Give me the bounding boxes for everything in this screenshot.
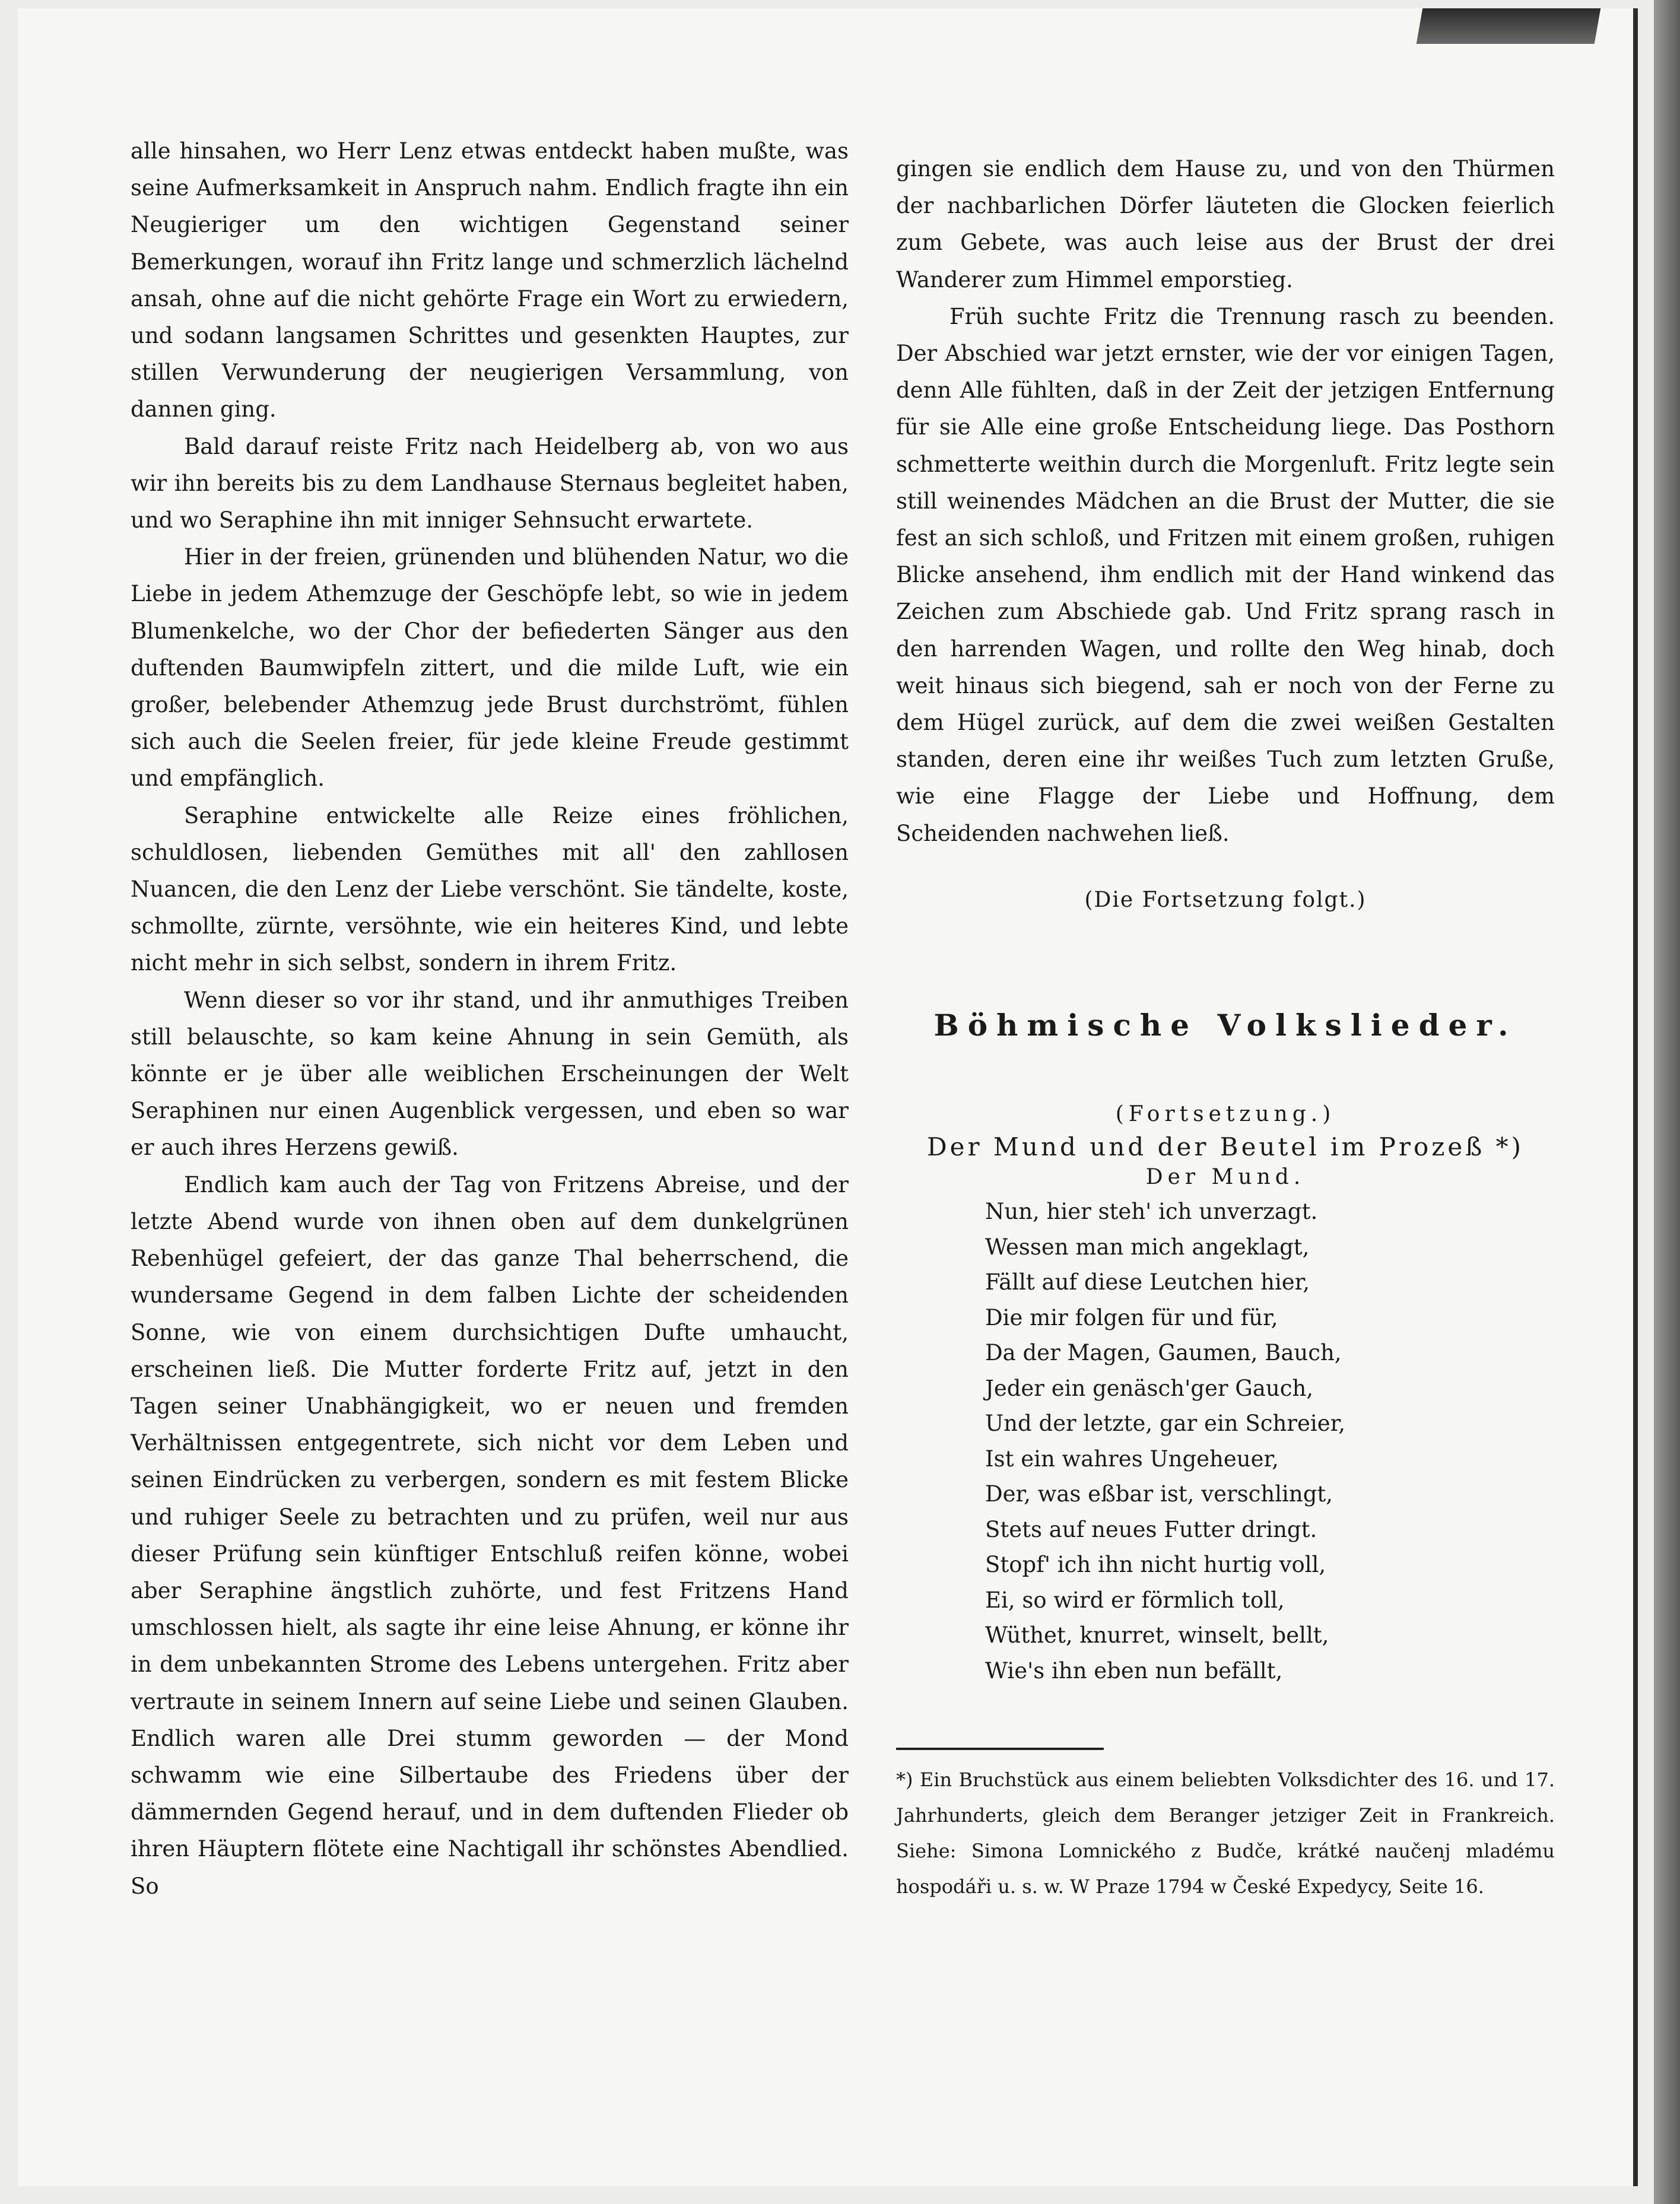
paragraph-5: Wenn dieser so vor ihr stand, und ihr anmuthiges Treiben still belauschte, so kam keine Ahnung in sein Gemüth, als könnte er je über alle weiblichen Erscheinungen der Welt Seraphinen nur einen Augenblick vergessen, und eben so war er auch ihres Herzens gewiß. [131,987,849,1161]
poem-line: Die mir folgen für und für, [985,1304,1278,1330]
poem-line: Nun, hier steh' ich unverzagt. [985,1199,1318,1225]
continuation-note: (Die Fortsetzung folgt.) [1084,887,1367,912]
poem [985,1194,1555,1688]
poem-speaker: Der Mund. [1145,1165,1306,1190]
paragraph-4: Seraphine entwickelte alle Reize eines fröhlichen, schuldlosen, liebenden Gemüthes mit all' den zahllosen Nuancen, die den Lenz der Liebe verschönt. Sie tändelte, koste, schmollte, zürnte, versöhnte, wie ein heiteres Kind, und lebte nicht mehr in sich selbst, sondern in ihrem Fritz. [131,802,849,976]
section-subhead: (Fortsetzung.) [1115,1102,1336,1127]
paragraph-7: gingen sie endlich dem Hause zu, und von den Thürmen der nachbarlichen Dörfer läuteten die Glocken feierlich zum Gebete, was auch leise aus der Brust der drei Wanderer zum Himmel emporstieg. [896,156,1555,293]
right-column [896,151,1555,1904]
footnote-rule [896,1748,1104,1750]
poem-line: Und der letzte, gar ein Schreier, [985,1411,1345,1437]
paragraph-2: Bald darauf reiste Fritz nach Heidelberg ab, von wo aus wir ihn bereits bis zu dem Landhause Sternaus begleitet haben, und wo Seraphine ihn mit inniger Sehnsucht erwartete. [131,433,849,533]
poem-line: Der, was eßbar ist, verschlingt, [985,1481,1333,1507]
poem-line: Ist ein wahres Ungeheuer, [985,1446,1279,1472]
paragraph-6: Endlich kam auch der Tag von Fritzens Abreise, und der letzte Abend wurde von ihnen oben auf dem dunkelgrünen Rebenhügel gefeiert, der das ganze Thal beherrschend, die wundersame Gegend in dem falben Lichte der scheidenden Sonne, wie von einem durchsichtigen Dufte umhaucht, erscheinen ließ. Die Mutter forderte Fritz auf, jetzt in den Tagen seiner Unabhängigkeit, wo er neuen und fremden Verhältnissen entgegentrete, sich nicht vor dem Leben und seinen Eindrücken zu verbergen, sondern es mit festem Blicke und ruhiger Seele zu betrachten und zu prüfen, weil nur aus dieser Prüfung sein künftiger Entschluß reifen könne, wobei aber Seraphine ängstlich zuhörte, und fest Fritzens Hand umschlossen hielt, als sagte ihr eine leise Ahnung, er könne ihr in dem unbekannten Strome des Lebens untergehen. Fritz aber vertraute in seinem Innern auf seine Liebe und seinen Glauben. Endlich waren alle Drei stumm geworden — der Mond schwamm wie eine Silbertaube des Friedens über der dämmernden Gegend herauf, und in dem duftenden Flieder ob ihren Häuptern flötete eine Nachtigall ihr schönstes Abendlied. So [131,1171,849,1899]
poem-line: Da der Magen, Gaumen, Bauch, [985,1340,1342,1366]
poem-line: Wessen man mich angeklagt, [985,1234,1310,1260]
poem-title: Der Mund und der Beutel im Prozeß *) [926,1132,1525,1162]
poem-line: Stets auf neues Futter dringt. [985,1516,1317,1542]
poem-line: Wüthet, knurret, winselt, bellt, [985,1622,1329,1649]
poem-line: Ei, so wird er förmlich toll, [985,1587,1285,1613]
footnote-text: *) Ein Bruchstück aus einem beliebten Volksdichter des 16. und 17. Jahrhunderts, gleich dem Beranger jetziger Zeit in Frankreich. Siehe: Simona Lomnického z Budče, krátké naučenj mladému hospodáři u. s. w. W Praze 1794 w České Expedycy, Seite 16. [896,1768,1555,1898]
poem-line: Jeder ein genäsch'ger Gauch, [985,1375,1314,1401]
section-title: Böhmische Volkslieder. [933,1008,1517,1043]
page-curl-shadow [1417,8,1601,44]
poem-line: Stopf' ich ihn nicht hurtig voll, [985,1552,1326,1578]
book-page [18,8,1638,2186]
paragraph-3: Hier in der freien, grünenden und blühenden Natur, wo die Liebe in jedem Athemzuge der Geschöpfe lebt, so wie in jedem Blumenkelche, wo der Chor der befiederten Sänger aus den duftenden Baumwipfeln zittert, und die milde Luft, wie ein großer, belebender Athemzug jede Brust durchströmt, fühlen sich auch die Seelen freier, für jede kleine Freude gestimmt und empfänglich. [131,544,849,792]
footnote [896,1762,1555,1904]
poem-line: Wie's ihn eben nun befällt, [985,1657,1283,1684]
book-edge [1654,0,1680,2204]
poem-line: Fällt auf diese Leutchen hier, [985,1269,1310,1295]
left-column [131,133,849,1905]
paragraph-8: Früh suchte Fritz die Trennung rasch zu beenden. Der Abschied war jetzt ernster, wie der vor einigen Tagen, denn Alle fühlten, daß in der Zeit der jetzigen Entfernung für sie Alle eine große Entscheidung liege. Das Posthorn schmetterte weithin durch die Morgenluft. Fritz legte sein still weinendes Mädchen an die Brust der Mutter, die sie fest an sich schloß, und Fritzen mit einem großen, ruhigen Blicke ansehend, ihm endlich mit der Hand winkend das Zeichen zum Abschiede gab. Und Fritz sprang rasch in den harrenden Wagen, und rollte den Weg hinab, doch weit hinaus sich biegend, sah er noch von der Ferne zu dem Hügel zurück, auf dem die zwei weißen Gestalten standen, deren eine ihr weißes Tuch zum letzten Gruße, wie eine Flagge der Liebe und Hoffnung, dem Scheidenden nachwehen ließ. [896,303,1555,846]
paragraph-1: alle hinsahen, wo Herr Lenz etwas entdeckt haben mußte, was seine Aufmerksamkeit in Anspruch nahm. Endlich fragte ihn ein Neugieriger um den wichtigen Gegenstand seiner Bemerkungen, worauf ihn Fritz lange und schmerzlich lächelnd ansah, ohne auf die nicht gehörte Frage ein Wort zu erwiedern, und sodann langsamen Schrittes und gesenkten Hauptes, zur stillen Verwunderung der neugierigen Versammlung, von dannen ging. [131,138,849,423]
